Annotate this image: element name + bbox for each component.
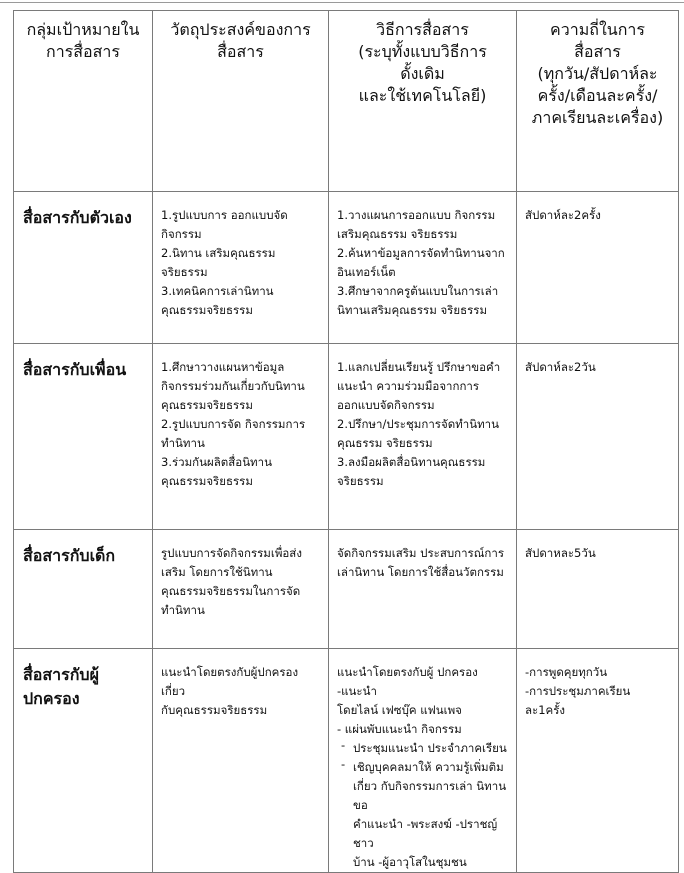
text-line: 1.รูปแบบการ ออกแบบจัด [161, 208, 288, 222]
text-line: 3.ร่วมกันผลิตสื่อนิทาน [161, 455, 272, 469]
text-line: 2.นิทาน เสริมคุณธรรม [161, 246, 276, 260]
text-line: แนะนำโดยตรงกับผู้ ปกครอง -แนะนำ [337, 665, 478, 698]
table-row [14, 344, 679, 530]
frequency-cell [517, 649, 679, 873]
objective-cell [153, 649, 329, 873]
text-line: เล่านิทาน โดยการใช้สื่อนวัตกรรม [337, 565, 504, 579]
text-line: สื่อสารกับผู้ [23, 665, 99, 684]
frequency-cell [517, 192, 679, 344]
text-line: สัปดาห์ละ2วัน [525, 360, 596, 374]
target-group-cell [14, 530, 153, 649]
header-frequency [517, 11, 679, 192]
text-line: สัปดาห์ละ2ครั้ง [525, 208, 601, 222]
target-group-cell [14, 344, 153, 530]
text-line: คุณธรรมจริยธรรม [161, 398, 253, 412]
text-line: และใช้เทคโนโลยี) [358, 86, 487, 105]
text-line: ครั้ง/เดือนละครั้ง/ [537, 86, 658, 105]
text-line: จัดกิจกรรมเสริม ประสบการณ์การ [337, 546, 505, 560]
text-line: คุณธรรมจริยธรรม [161, 303, 253, 317]
text-line: วัตถุประสงค์ของการ [170, 20, 311, 39]
text-line: สื่อสารกับตัวเอง [23, 208, 132, 227]
text-line: กับคุณธรรมจริยธรรม [161, 703, 268, 717]
text-line: รูปแบบการจัดกิจกรรมเพื่อส่ง [161, 546, 302, 560]
text-line: (ทุกวัน/สัปดาห์ละ [537, 64, 658, 83]
text-line: - เชิญบุคคลมาให้ ความรู้เพิ่มติม [337, 758, 510, 777]
text-line: คุณธรรมจริยธรรมในการจัด [161, 584, 301, 598]
text-line: สื่อสารกับเพื่อน [23, 360, 127, 379]
text-line: เสริมคุณธรรม จริยธรรม [337, 227, 458, 241]
method-continued [337, 777, 510, 872]
frequency-cell [517, 344, 679, 530]
text-line: 1.แลกเปลี่ยนเรียนรู้ ปรึกษาขอคำ [337, 360, 501, 374]
text-line: กิจกรรม [161, 227, 202, 241]
text-line: ทำนิทาน [161, 436, 205, 450]
text-line: -การพูดคุยทุกวัน [525, 665, 608, 679]
text-line: ภาคเรียนละเครื่อง) [531, 108, 664, 127]
target-group-cell [14, 649, 153, 873]
text-line: ปกครอง [23, 689, 80, 708]
method-cell [329, 344, 517, 530]
text-line: เกี่ยว กับกิจกรรมการเล่า นิทาน ขอ [353, 779, 507, 812]
method-cell [329, 530, 517, 649]
text-line: สื่อสาร [217, 42, 264, 61]
text-line: 3.ศึกษาจากครูต้นแบบในการเล่า [337, 284, 499, 298]
text-line: 2.ปรึกษา/ประชุมการจัดทำนิทาน [337, 417, 499, 431]
method-cell [329, 192, 517, 344]
text-line: สัปดาหละ5วัน [525, 546, 596, 560]
text-line: เสริม โดยการใช้นิทาน [161, 565, 273, 579]
table-row [14, 649, 679, 873]
text-line: - แผ่นพับแนะนำ กิจกรรม [337, 722, 462, 736]
text-line: กลุ่มเป้าหมายใน [26, 20, 140, 39]
text-line: คุณธรรมจริยธรรม [161, 474, 253, 488]
text-line: การสื่อสาร [46, 42, 120, 61]
objective-cell [153, 344, 329, 530]
method-cell [329, 649, 517, 873]
text-line: วิธีการสื่อสาร [376, 20, 469, 39]
text-line: - ประชุมแนะนำ ประจำภาคเรียน [337, 739, 510, 758]
header-target-group [14, 11, 153, 192]
text-line: คุณธรรม จริยธรรม [337, 436, 433, 450]
target-group-cell [14, 192, 153, 344]
text-line: แนะนำ ความร่วมมือจากการ [337, 379, 480, 393]
text-line: นิทานเสริมคุณธรรม จริยธรรม [337, 303, 488, 317]
text-line: ความถี่ในการ [550, 20, 645, 39]
text-line: 2.ค้นหาข้อมูลการจัดทำนิทานจาก [337, 246, 505, 260]
text-line: 1.วางแผนการออกแบบ กิจกรรม [337, 208, 496, 222]
objective-cell [153, 530, 329, 649]
table-row [14, 192, 679, 344]
text-line: สื่อสาร [574, 42, 621, 61]
text-line: ทำนิทาน [161, 603, 205, 617]
text-line: สื่อสารกับเด็ก [23, 546, 116, 565]
method-text [337, 663, 510, 739]
header-row [14, 11, 679, 192]
text-line: -การประชุมภาคเรียน ละ1ครั้ง [525, 684, 631, 717]
text-line: แนะนำโดยตรงกับผู้ปกครองเกี่ยว [161, 665, 299, 698]
text-line: จริยธรรม [161, 265, 208, 279]
text-line: โดยไลน์ เฟซบุ๊ค แฟนเพจ [337, 703, 462, 717]
text-line: จริยธรรม [337, 474, 384, 488]
table-row [14, 530, 679, 649]
objective-cell [153, 192, 329, 344]
text-line: (ระบุทั้งแบบวิธีการ [358, 42, 487, 61]
method-bullets [337, 739, 510, 777]
header-method [329, 11, 517, 192]
top-rule [0, 2, 684, 3]
header-objective [153, 11, 329, 192]
text-line: ดั้งเดิม [400, 64, 445, 83]
frequency-cell [517, 530, 679, 649]
text-line: 3.เทคนิคการเล่านิทาน [161, 284, 274, 298]
text-line: ออกแบบจัดกิจกรรม [337, 398, 435, 412]
text-line: 3.ลงมือผลิตสื่อนิทานคุณธรรม [337, 455, 486, 469]
text-line: 2.รูปแบบการจัด กิจกรรมการ [161, 417, 306, 431]
text-line: อินเทอร์เน็ต [337, 265, 396, 279]
text-line: กิจกรรมร่วมกันเกี่ยวกับนิทาน [161, 379, 305, 393]
text-line: บ้าน -ผู้อาวุโสในชุมชน [353, 855, 467, 869]
communication-plan-table [13, 10, 679, 873]
text-line: คำแนะนำ -พระสงฆ์ -ปราชญ์ชาว [353, 817, 498, 850]
text-line: 1.ศึกษาวางแผนหาข้อมูล [161, 360, 285, 374]
